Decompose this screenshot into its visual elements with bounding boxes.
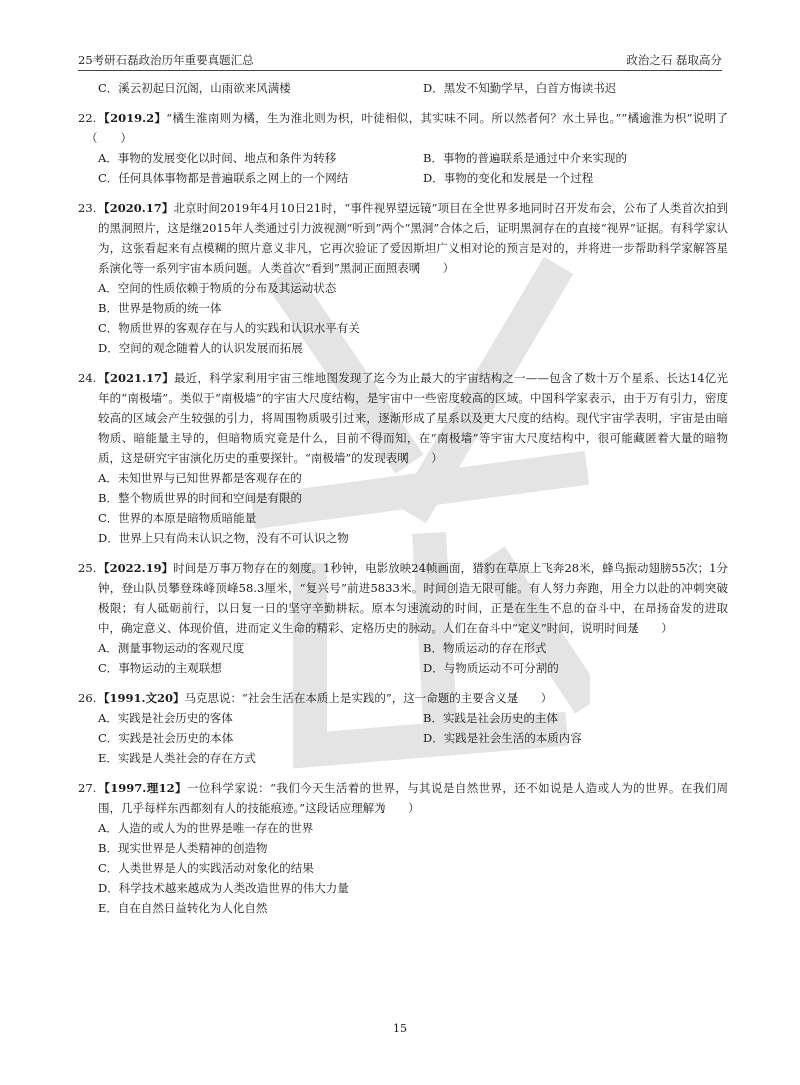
option-a: A．空间的性质依赖于物质的分布及其运动状态: [98, 281, 337, 295]
question-text: 一位科学家说：“我们今天生活着的世界，与其说是自然世界，还不如说是人造或人为的世界。在我们周围，几乎每样东西都刻有人的技能痕迹。”这段话应理解为: [98, 781, 729, 815]
option-b: B．现实世界是人类精神的创造物: [98, 841, 268, 855]
option-b: B．实践是社会历史的主体: [423, 711, 558, 725]
option-a: A．人造的或人为的世界是唯一存在的世界: [98, 821, 314, 835]
question-26: [78, 688, 728, 768]
question-25: [78, 558, 728, 678]
option-row: [78, 638, 728, 658]
option-d: D．科学技术越来越成为人类改造世界的伟大力量: [98, 881, 349, 895]
question-24: [78, 368, 728, 548]
answer-blank: （ ）: [373, 801, 420, 815]
question-text: 时间是万事万物存在的刻度。1秒钟，电影放映24帧画面，猎豹在草原上飞奔28米，蜂鸟振动翅膀55次；1分钟，登山队员攀登珠峰顶峰58.3厘米，“复兴号”前进5833米。时间创造无限可能。有人努力奔跑，用全力以赴的冲刺突破极限；有人砥砺前行，以日复一日的坚守辛勤耕耘。原本匀速流动的时间，正是在生生不息的奋斗中，在昂扬奋发的进取中，确定意义、体现价值，进而定义生命的精彩、定格历史的脉动。人们在奋斗中“定义”时间，说明时间是: [98, 561, 728, 635]
question-text: 马克思说：“社会生活在本质上是实践的”，这一命题的主要含义是: [184, 691, 519, 705]
option-e: E．自在自然日益转化为人化自然: [98, 901, 268, 915]
option-d: D．实践是社会生活的本质内容: [423, 731, 582, 745]
option-row: [78, 708, 728, 728]
option-c: C．世界的本原是暗物质暗能量: [98, 511, 257, 525]
question-stem: [78, 558, 728, 638]
question-text: 北京时间2019年4月10日21时，“事件视界望远镜”项目在全世界多地同时召开发布会，公布了人类首次拍到的黑洞照片，这是继2015年人类通过引力波视测“听到”两个“黑洞”合体之后，证明黑洞存在的直接“视界”证据。有科学家认为，这张看起来有点模糊的照片意义非凡，它再次验证了爱因斯坦广义相对论的预言是对的，并将进一步帮助科学家解答星系演化等一系列宇宙本质问题。人类首次“看到”黑洞正面照表明: [98, 201, 728, 275]
page-number: 15: [393, 1022, 407, 1035]
question-source: 【1997.理12】: [98, 781, 187, 795]
option-c: C．事物运动的主观联想: [98, 661, 222, 675]
question-number: 23.: [78, 201, 97, 215]
question-stem: [78, 688, 728, 708]
option-b: B．整个物质世界的时间和空间是有限的: [98, 491, 302, 505]
option-a: A．测量事物运动的客观尺度: [98, 641, 245, 655]
option-row: [78, 658, 728, 678]
header-slogan: 政治之石 磊取高分: [626, 53, 722, 67]
answer-blank: （ ）: [626, 621, 673, 635]
question-list: [78, 78, 728, 918]
option-b: B．事物的普遍联系是通过中介来实现的: [423, 151, 627, 165]
question-source: 【1991.文20】: [98, 691, 185, 705]
question-27: [78, 778, 728, 918]
option-a: A．未知世界与已知世界都是客观存在的: [98, 471, 302, 485]
option-d: D．事物的变化和发展是一个过程: [423, 171, 594, 185]
option-a: A．实践是社会历史的客体: [98, 711, 233, 725]
question-number: 27.: [78, 781, 97, 795]
question-22: [78, 108, 728, 188]
option-d: D．世界上只有尚未认识之物，没有不可认识之物: [98, 531, 349, 545]
option-c: C．人类世界是人的实践活动对象化的结果: [98, 861, 314, 875]
question-number: 26.: [78, 691, 97, 705]
option-c: C．溪云初起日沉阁，山雨欲来风满楼: [98, 81, 291, 95]
option-row: [78, 148, 728, 168]
question-source: 【2022.19】: [98, 561, 174, 575]
question-source: 【2020.17】: [98, 201, 174, 215]
option-c: C．实践是社会历史的本体: [98, 731, 234, 745]
option-d: D．与物质运动不可分割的: [423, 661, 559, 675]
option-b: B．世界是物质的统一体: [98, 301, 222, 315]
question-stem: [78, 108, 728, 148]
page-header: [78, 50, 722, 71]
carry-over-options: [78, 78, 728, 98]
answer-blank: （ ）: [506, 691, 553, 705]
option-c: C．物质世界的客观存在与人的实践和认识水平有关: [98, 321, 360, 335]
option-row: [78, 168, 728, 188]
question-text: “橘生淮南则为橘，生为淮北则为枳，叶徒相似，其实味不同。所以然者何？水土异也。”“橘逾淮为枳”说明了: [166, 111, 728, 125]
question-number: 22.: [78, 111, 97, 125]
question-source: 【2021.17】: [98, 371, 174, 385]
option-d: D．黑发不知勤学早，白首方悔读书迟: [423, 81, 617, 95]
question-stem: [78, 368, 728, 468]
answer-blank: （ ）: [396, 451, 443, 465]
question-text: 最近，科学家利用宇宙三维地图发现了迄今为止最大的宇宙结构之一——包含了数十万个星系、长达14亿光年的“南极墙”。类似于“南极墙”的宇宙大尺度结构，是宇宙中一些密度较高的区域。中国科学家表示，由于万有引力，密度较高的区域会产生较强的引力，将周围物质吸引过来，逐渐形成了星系以及更大尺度的结构。现代宇宙学表明，宇宙是由暗物质、暗能量主导的，但暗物质究竟是什么，目前不得而知，在“南极墙”等宇宙大尺度结构中，很可能藏匿着大量的暗物质，这是研究宇宙演化历史的重要探针。“南极墙”的发现表明: [98, 371, 728, 465]
header-title: 25考研石磊政治历年重要真题汇总: [78, 53, 254, 67]
question-source: 【2019.2】: [98, 111, 167, 125]
option-a: A．事物的发展变化以时间、地点和条件为转移: [98, 151, 337, 165]
option-b: B．物质运动的存在形式: [423, 641, 547, 655]
question-23: [78, 198, 728, 358]
question-stem: [78, 778, 728, 818]
question-number: 24.: [78, 371, 97, 385]
answer-blank: （ ）: [86, 131, 132, 145]
option-row: [78, 728, 728, 748]
answer-blank: （ ）: [408, 261, 455, 275]
option-e: E．实践是人类社会的存在方式: [98, 751, 256, 765]
question-stem: [78, 198, 728, 278]
option-c: C．任何具体事物都是普遍联系之网上的一个网结: [98, 171, 349, 185]
option-d: D．空间的观念随着人的认识发展而拓展: [98, 341, 303, 355]
question-number: 25.: [78, 561, 97, 575]
